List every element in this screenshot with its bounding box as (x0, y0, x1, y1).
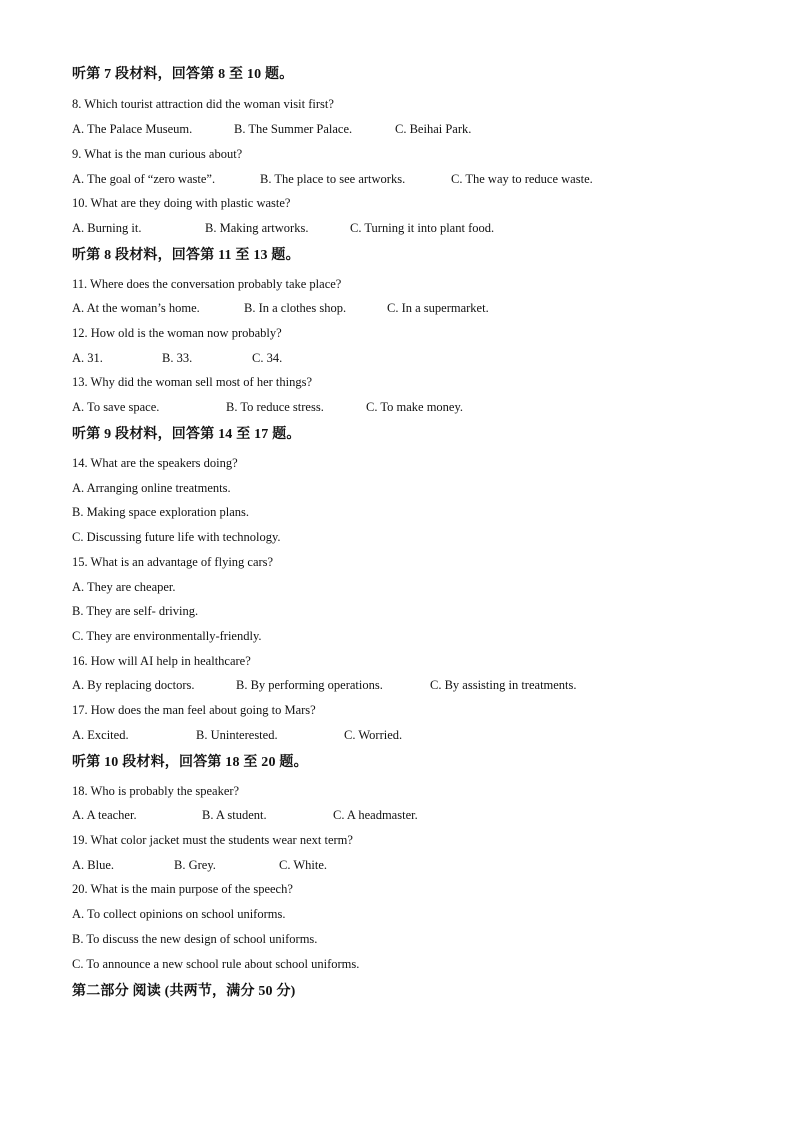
option-c: C. A headmaster. (333, 808, 418, 822)
question-13: 13. Why did the woman sell most of her things? (72, 375, 313, 389)
option-b: B. Uninterested. (196, 728, 278, 742)
question-9: 9. What is the man curious about? (72, 147, 243, 161)
option-a: A. Excited. (72, 728, 129, 742)
question-19: 19. What color jacket must the students wear next term? (72, 833, 353, 847)
question-15: 15. What is an advantage of flying cars? (72, 555, 274, 569)
option-c: C. White. (279, 858, 328, 872)
section-7-heading: 听第 7 段材料，回答第 8 至 10 题。 (72, 67, 294, 82)
option-b: B. In a clothes shop. (244, 301, 347, 315)
question-14: 14. What are the speakers doing? (72, 456, 238, 470)
question-15-option-b: B. They are self- driving. (72, 604, 199, 618)
question-20-option-a: A. To collect opinions on school uniforms. (72, 907, 286, 921)
question-14-option-c: C. Discussing future life with technology. (72, 530, 281, 544)
question-12: 12. How old is the woman now probably? (72, 326, 282, 340)
option-c: C. To make money. (366, 400, 464, 414)
question-20-option-c: C. To announce a new school rule about school uniforms. (72, 957, 360, 971)
question-8: 8. Which tourist attraction did the woman visit first? (72, 97, 334, 111)
section-10-heading: 听第 10 段材料，回答第 18 至 20 题。 (72, 755, 308, 770)
option-a: A. The goal of “zero waste”. (72, 172, 216, 186)
option-c: C. 34. (252, 351, 283, 365)
option-b: B. A student. (202, 808, 267, 822)
question-17: 17. How does the man feel about going to Mars? (72, 703, 316, 717)
option-a: A. Blue. (72, 858, 115, 872)
part-2-heading: 第二部分 阅读 (共两节，满分 50 分) (72, 984, 296, 999)
option-b: B. 33. (162, 351, 193, 365)
question-15-option-c: C. They are environmentally-friendly. (72, 629, 262, 643)
option-b: B. The Summer Palace. (234, 122, 353, 136)
question-14-option-b: B. Making space exploration plans. (72, 505, 250, 519)
question-15-option-a: A. They are cheaper. (72, 580, 176, 594)
option-c: C. Turning it into plant food. (350, 221, 495, 235)
option-b: B. Grey. (174, 858, 216, 872)
option-b: B. To reduce stress. (226, 400, 324, 414)
option-c: C. By assisting in treatments. (430, 678, 577, 692)
question-10: 10. What are they doing with plastic waste? (72, 196, 291, 210)
option-c: C. In a supermarket. (387, 301, 489, 315)
option-a: A. The Palace Museum. (72, 122, 193, 136)
section-9-heading: 听第 9 段材料，回答第 14 至 17 题。 (72, 427, 301, 442)
option-a: A. To save space. (72, 400, 160, 414)
option-c: C. The way to reduce waste. (451, 172, 593, 186)
option-b: B. The place to see artworks. (260, 172, 406, 186)
question-18: 18. Who is probably the speaker? (72, 784, 240, 798)
question-11: 11. Where does the conversation probably take place? (72, 277, 342, 291)
option-b: B. By performing operations. (236, 678, 383, 692)
option-a: A. Burning it. (72, 221, 142, 235)
question-14-option-a: A. Arranging online treatments. (72, 481, 231, 495)
question-20: 20. What is the main purpose of the speech? (72, 882, 293, 896)
option-b: B. Making artworks. (205, 221, 309, 235)
option-c: C. Beihai Park. (395, 122, 472, 136)
option-a: A. By replacing doctors. (72, 678, 195, 692)
question-20-option-b: B. To discuss the new design of school uniforms. (72, 932, 318, 946)
section-8-heading: 听第 8 段材料，回答第 11 至 13 题。 (72, 248, 300, 263)
option-a: A. 31. (72, 351, 103, 365)
option-c: C. Worried. (344, 728, 403, 742)
option-a: A. A teacher. (72, 808, 137, 822)
option-a: A. At the woman’s home. (72, 301, 200, 315)
question-16: 16. How will AI help in healthcare? (72, 654, 251, 668)
